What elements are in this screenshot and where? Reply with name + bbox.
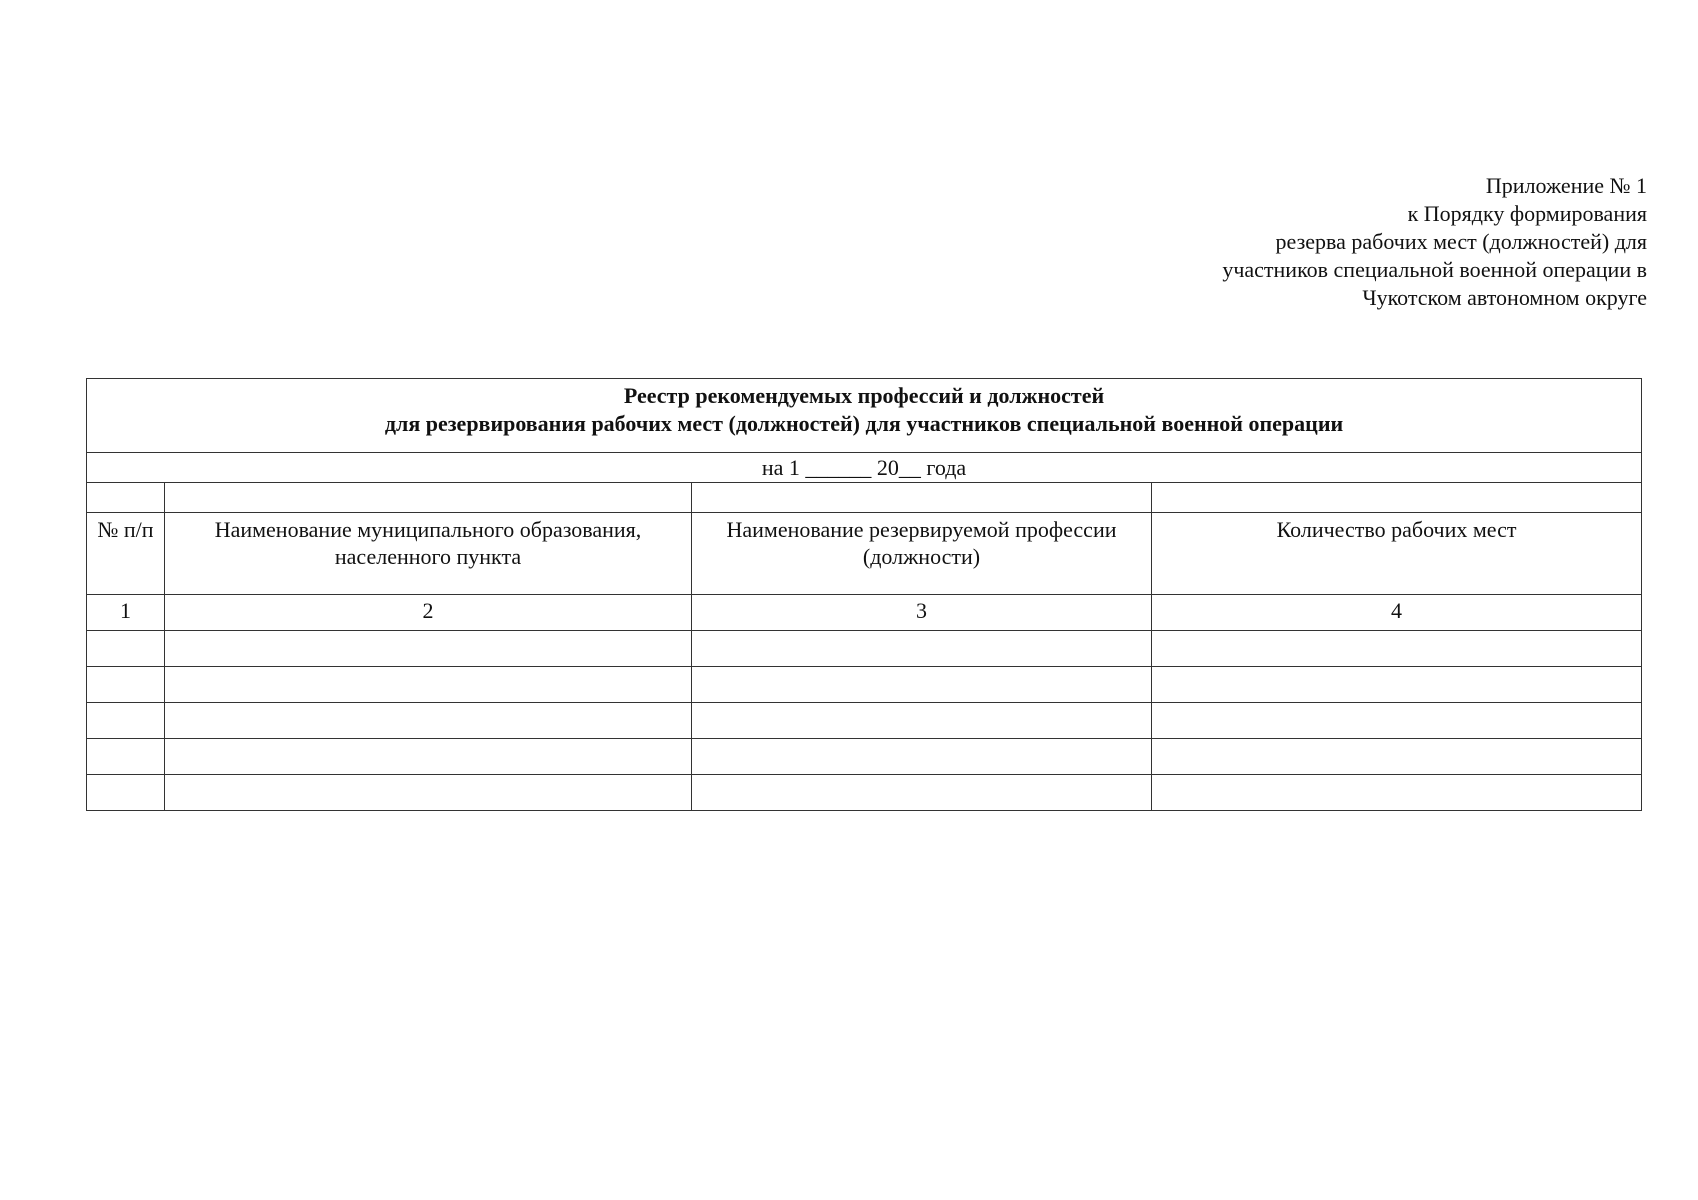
column-header-municipality: Наименование муниципального образования, населенного пункта xyxy=(165,513,692,595)
table-cell xyxy=(165,775,692,811)
table-cell xyxy=(87,703,165,739)
table-row xyxy=(87,775,1642,811)
table-cell xyxy=(1152,667,1642,703)
table-row xyxy=(87,667,1642,703)
table-cell xyxy=(692,775,1152,811)
table-cell xyxy=(87,631,165,667)
table-cell xyxy=(692,483,1152,513)
column-header-number: № п/п xyxy=(87,513,165,595)
table-row xyxy=(87,631,1642,667)
table-cell xyxy=(165,483,692,513)
table-cell xyxy=(1152,631,1642,667)
registry-title-line-1: Реестр рекомендуемых профессий и должностей xyxy=(623,383,1105,408)
table-cell xyxy=(165,667,692,703)
table-cell xyxy=(1152,483,1642,513)
table-cell xyxy=(692,667,1152,703)
table-cell xyxy=(87,739,165,775)
table-cell xyxy=(1152,703,1642,739)
column-number-1: 1 xyxy=(87,595,165,631)
column-number-2: 2 xyxy=(165,595,692,631)
table-cell xyxy=(1152,739,1642,775)
table-cell xyxy=(87,483,165,513)
table-cell xyxy=(87,775,165,811)
table-date-row xyxy=(87,453,1642,483)
table-cell xyxy=(692,703,1152,739)
table-cell xyxy=(87,667,165,703)
appendix-reference-line-3: участников специальной военной операции в xyxy=(1222,257,1647,282)
table-cell xyxy=(692,631,1152,667)
table-spacer-row xyxy=(87,483,1642,513)
registry-title-line-2: для резервирования рабочих мест (должностей) для участников специальной военной операции xyxy=(384,411,1344,436)
table-cell xyxy=(165,631,692,667)
table-title-row xyxy=(87,379,1642,453)
table-cell xyxy=(165,739,692,775)
appendix-reference-line-1: к Порядку формирования xyxy=(1407,201,1647,226)
column-number-4: 4 xyxy=(1152,595,1642,631)
appendix-number: Приложение № 1 xyxy=(1485,173,1647,198)
table-header-row xyxy=(87,513,1642,595)
column-number-3: 3 xyxy=(692,595,1152,631)
appendix-reference-line-2: резерва рабочих мест (должностей) для xyxy=(1275,229,1647,254)
table-row xyxy=(87,703,1642,739)
appendix-header xyxy=(1127,172,1647,312)
table-cell xyxy=(692,739,1152,775)
column-header-profession: Наименование резервируемой профессии (должности) xyxy=(692,513,1152,595)
registry-date: на 1 ______ 20__ года xyxy=(87,453,1642,483)
column-header-workplaces: Количество рабочих мест xyxy=(1152,513,1642,595)
table-cell xyxy=(165,703,692,739)
registry-table xyxy=(86,378,1642,811)
table-cell xyxy=(1152,775,1642,811)
appendix-reference-line-4: Чукотском автономном округе xyxy=(1362,285,1647,310)
column-numbers-row xyxy=(87,595,1642,631)
table-row xyxy=(87,739,1642,775)
registry-title xyxy=(87,379,1642,453)
